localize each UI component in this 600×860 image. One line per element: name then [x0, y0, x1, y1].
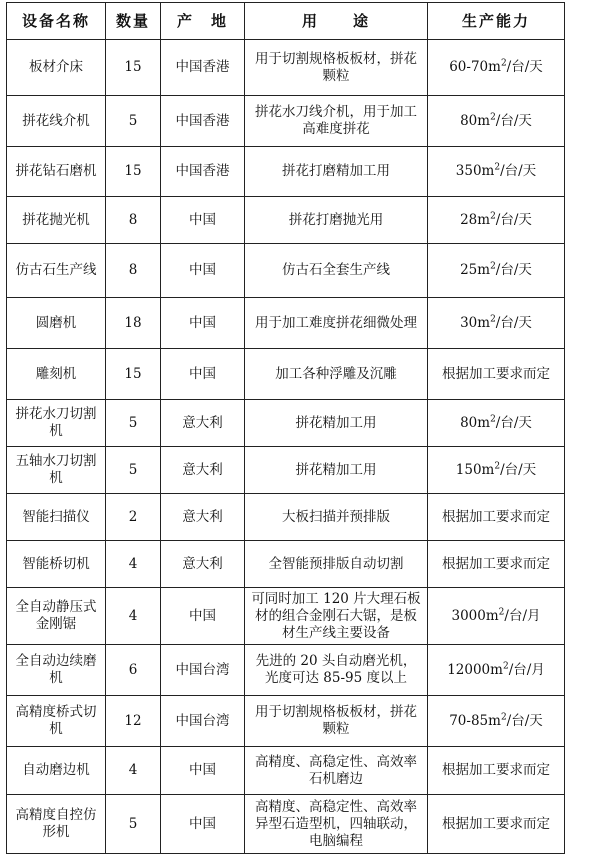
cell-quantity: 5 — [106, 447, 161, 494]
cell-origin: 中国香港 — [161, 147, 245, 197]
cell-usage: 高精度、高稳定性、高效率石机磨边 — [245, 747, 428, 795]
cell-usage: 拼花精加工用 — [245, 400, 428, 447]
cell-usage: 拼花精加工用 — [245, 447, 428, 494]
cell-quantity: 5 — [106, 795, 161, 854]
cell-capacity: $12000m^2/$台/月 — [428, 645, 565, 696]
cell-quantity: 15 — [106, 349, 161, 400]
cell-capacity: 根据加工要求而定 — [428, 349, 565, 400]
table-row — [7, 747, 565, 795]
cell-capacity: $150m^2/$台/天 — [428, 447, 565, 494]
cell-capacity: $25m^2/$台/天 — [428, 244, 565, 298]
cell-quantity: 18 — [106, 298, 161, 349]
table-row — [7, 147, 565, 197]
cell-quantity: 15 — [106, 147, 161, 197]
cell-capacity: $80m^2/$台/天 — [428, 96, 565, 147]
cell-quantity: 4 — [106, 588, 161, 645]
cell-quantity: 2 — [106, 494, 161, 541]
table-row — [7, 40, 565, 96]
cell-origin: 意大利 — [161, 494, 245, 541]
cell-origin: 意大利 — [161, 541, 245, 588]
cell-equipment-name: 五轴水刀切割机 — [7, 447, 106, 494]
table-row — [7, 349, 565, 400]
cell-usage: 用于切割规格板板材，拼花颗粒 — [245, 40, 428, 96]
header-usage: 用 途 — [245, 3, 428, 40]
cell-origin: 中国 — [161, 298, 245, 349]
cell-capacity: $70-85m^2/$台/天 — [428, 696, 565, 747]
cell-origin: 中国 — [161, 349, 245, 400]
cell-capacity: $80m^2/$台/天 — [428, 400, 565, 447]
table-row — [7, 96, 565, 147]
table-body — [7, 40, 565, 854]
cell-equipment-name: 全自动静压式金刚锯 — [7, 588, 106, 645]
cell-origin: 中国台湾 — [161, 696, 245, 747]
cell-equipment-name: 智能桥切机 — [7, 541, 106, 588]
cell-capacity: 根据加工要求而定 — [428, 795, 565, 854]
cell-usage: 拼花水刀线介机，用于加工高难度拼花 — [245, 96, 428, 147]
header-equipment-name: 设备名称 — [7, 3, 106, 40]
table-row — [7, 696, 565, 747]
cell-usage: 加工各种浮雕及沉雕 — [245, 349, 428, 400]
cell-equipment-name: 智能扫描仪 — [7, 494, 106, 541]
cell-quantity: 15 — [106, 40, 161, 96]
cell-quantity: 8 — [106, 197, 161, 244]
cell-origin: 中国 — [161, 244, 245, 298]
cell-quantity: 12 — [106, 696, 161, 747]
table-row — [7, 244, 565, 298]
table-row — [7, 588, 565, 645]
cell-usage: 先进的 20 头自动磨光机，光度可达 85-95 度以上 — [245, 645, 428, 696]
cell-origin: 中国 — [161, 197, 245, 244]
cell-equipment-name: 圆磨机 — [7, 298, 106, 349]
table-row — [7, 541, 565, 588]
cell-origin: 中国 — [161, 747, 245, 795]
cell-equipment-name: 拼花线介机 — [7, 96, 106, 147]
cell-quantity: 4 — [106, 747, 161, 795]
cell-quantity: 6 — [106, 645, 161, 696]
cell-capacity: $30m^2/$台/天 — [428, 298, 565, 349]
cell-usage: 用于加工难度拼花细微处理 — [245, 298, 428, 349]
cell-capacity: $28m^2/$台/天 — [428, 197, 565, 244]
cell-quantity: 5 — [106, 400, 161, 447]
cell-usage: 全智能预排版自动切割 — [245, 541, 428, 588]
cell-origin: 中国 — [161, 588, 245, 645]
table-row — [7, 197, 565, 244]
cell-capacity: $3000m^2/$台/月 — [428, 588, 565, 645]
header-origin: 产 地 — [161, 3, 245, 40]
cell-equipment-name: 雕刻机 — [7, 349, 106, 400]
cell-usage: 可同时加工 120 片大理石板材的组合金刚石大锯，是板材生产线主要设备 — [245, 588, 428, 645]
cell-origin: 中国香港 — [161, 40, 245, 96]
cell-equipment-name: 高精度桥式切机 — [7, 696, 106, 747]
table-row — [7, 447, 565, 494]
cell-equipment-name: 拼花水刀切割机 — [7, 400, 106, 447]
cell-quantity: 5 — [106, 96, 161, 147]
cell-origin: 中国台湾 — [161, 645, 245, 696]
table-row — [7, 400, 565, 447]
header-quantity: 数量 — [106, 3, 161, 40]
header-capacity: 生产能力 — [428, 3, 565, 40]
cell-usage: 用于切割规格板板材，拼花颗粒 — [245, 696, 428, 747]
cell-origin: 中国香港 — [161, 96, 245, 147]
cell-equipment-name: 板材介床 — [7, 40, 106, 96]
cell-usage: 拼花打磨精加工用 — [245, 147, 428, 197]
table-row — [7, 645, 565, 696]
cell-quantity: 8 — [106, 244, 161, 298]
equipment-table — [6, 2, 565, 854]
table-row — [7, 494, 565, 541]
cell-equipment-name: 高精度自控仿形机 — [7, 795, 106, 854]
cell-equipment-name: 全自动边续磨机 — [7, 645, 106, 696]
cell-equipment-name: 拼花抛光机 — [7, 197, 106, 244]
cell-usage: 大板扫描并预排版 — [245, 494, 428, 541]
cell-capacity: $350m^2/$台/天 — [428, 147, 565, 197]
cell-capacity: 根据加工要求而定 — [428, 747, 565, 795]
table-row — [7, 298, 565, 349]
header-row — [7, 3, 565, 40]
equipment-table-wrapper — [6, 2, 565, 854]
cell-origin: 意大利 — [161, 400, 245, 447]
cell-capacity: $60-70m^2/$台/天 — [428, 40, 565, 96]
cell-origin: 中国 — [161, 795, 245, 854]
cell-usage: 拼花打磨抛光用 — [245, 197, 428, 244]
cell-usage: 高精度、高稳定性、高效率异型石造型机，四轴联动，电脑编程 — [245, 795, 428, 854]
cell-equipment-name: 仿古石生产线 — [7, 244, 106, 298]
cell-equipment-name: 自动磨边机 — [7, 747, 106, 795]
cell-equipment-name: 拼花钻石磨机 — [7, 147, 106, 197]
cell-quantity: 4 — [106, 541, 161, 588]
table-row — [7, 795, 565, 854]
cell-origin: 意大利 — [161, 447, 245, 494]
cell-usage: 仿古石全套生产线 — [245, 244, 428, 298]
cell-capacity: 根据加工要求而定 — [428, 541, 565, 588]
cell-capacity: 根据加工要求而定 — [428, 494, 565, 541]
